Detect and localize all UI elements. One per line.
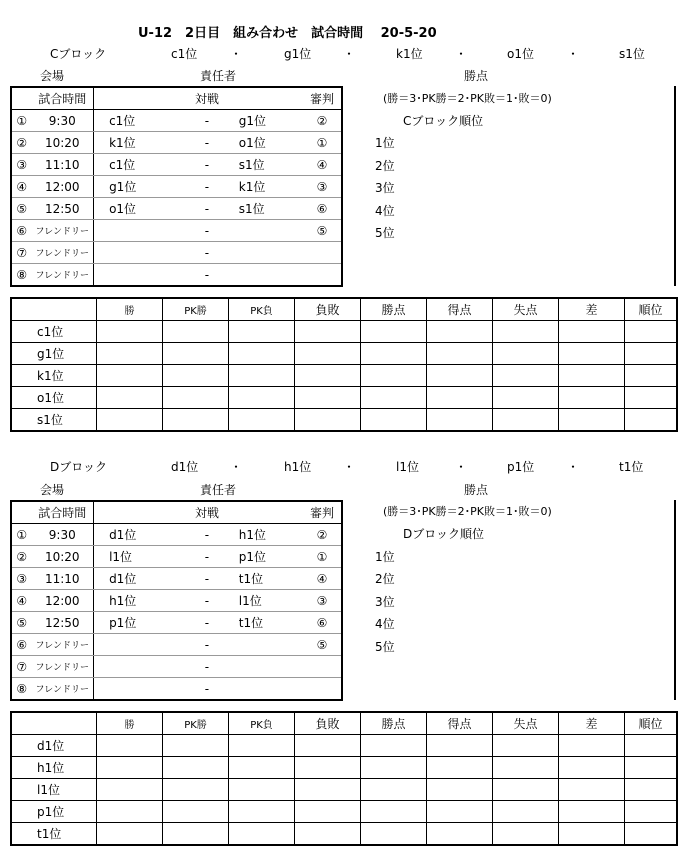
match-team2 <box>237 220 303 242</box>
match-team1: d1位 <box>94 524 178 546</box>
match-row <box>11 198 342 220</box>
block-name: Cブロック <box>50 47 107 61</box>
match-referee: ⑤ <box>303 220 342 242</box>
match-referee: ③ <box>303 590 342 612</box>
team-name: d1位 <box>11 735 97 757</box>
manager-label: 責任者 <box>200 69 237 83</box>
match-referee: ⑥ <box>303 612 342 634</box>
match-separator: - <box>204 267 210 282</box>
match-team1 <box>94 656 178 678</box>
match-separator: - <box>177 612 237 634</box>
match-team1 <box>94 264 178 287</box>
separator: ・ <box>567 47 580 61</box>
match-referee: ③ <box>303 176 342 198</box>
match-time: 12:50 <box>31 612 93 634</box>
col-header: 差 <box>559 298 625 321</box>
match-number: ⑦ <box>11 656 31 678</box>
match-row <box>11 242 342 264</box>
match-time: フレンドリー <box>31 678 93 701</box>
match-row <box>11 678 342 701</box>
match-separator: - <box>177 220 237 242</box>
match-team2: t1位 <box>237 612 303 634</box>
match-time: 10:20 <box>31 132 93 154</box>
match-row <box>11 524 342 546</box>
col-header: 順位 <box>625 712 678 735</box>
match-number: ⑤ <box>11 612 31 634</box>
block-name: Dブロック <box>50 460 108 474</box>
match-team1: h1位 <box>94 590 178 612</box>
points-rule: (勝＝3･PK勝＝2･PK敗＝1･敗＝0) <box>383 505 552 518</box>
match-separator: - <box>177 132 237 154</box>
team-name: p1位 <box>11 801 97 823</box>
table-row <box>11 735 677 757</box>
match-team2 <box>237 264 303 287</box>
match-separator: - <box>204 681 210 696</box>
match-team1: l1位 <box>94 546 178 568</box>
standings-table <box>10 711 678 846</box>
right-rule <box>674 500 676 700</box>
header-time: 試合時間 <box>31 87 93 110</box>
rank-label: 1位 <box>375 136 395 150</box>
match-team2: l1位 <box>237 590 303 612</box>
match-separator: - <box>177 656 237 678</box>
match-separator: - <box>177 546 237 568</box>
separator: ・ <box>343 47 356 61</box>
team-name: s1位 <box>11 409 97 432</box>
rank-label: 2位 <box>375 159 395 173</box>
match-time: 9:30 <box>31 110 93 132</box>
table-row <box>11 779 677 801</box>
match-number: ⑥ <box>11 220 31 242</box>
rank-label: 1位 <box>375 550 395 564</box>
match-number: ⑦ <box>11 242 31 264</box>
rank-label: 3位 <box>375 595 395 609</box>
col-header: 失点 <box>493 298 559 321</box>
match-separator: - <box>177 524 237 546</box>
rank-label: 5位 <box>375 640 395 654</box>
match-team1: c1位 <box>94 110 178 132</box>
col-header: 得点 <box>427 298 493 321</box>
match-separator: - <box>177 198 237 220</box>
match-time: フレンドリー <box>31 634 93 656</box>
match-separator: - <box>177 590 237 612</box>
header-time: 試合時間 <box>31 501 93 524</box>
match-time: 10:20 <box>31 546 93 568</box>
col-header: 順位 <box>625 298 678 321</box>
col-header: 勝 <box>97 298 163 321</box>
table-row <box>11 365 677 387</box>
team-name: h1位 <box>11 757 97 779</box>
match-team2: t1位 <box>237 568 303 590</box>
team-name: c1位 <box>11 321 97 343</box>
match-referee <box>303 656 342 678</box>
match-number: ⑥ <box>11 634 31 656</box>
right-rule <box>674 86 676 286</box>
match-number: ④ <box>11 176 31 198</box>
separator: ・ <box>567 460 580 474</box>
rank-label: 5位 <box>375 226 395 240</box>
team-label: l1位 <box>396 460 419 474</box>
table-row <box>11 801 677 823</box>
match-team2: s1位 <box>237 198 303 220</box>
team-name: t1位 <box>11 823 97 846</box>
match-team2 <box>237 656 303 678</box>
match-team2: s1位 <box>237 154 303 176</box>
manager-label: 責任者 <box>200 483 237 497</box>
match-referee <box>303 242 342 264</box>
match-team2: g1位 <box>237 110 303 132</box>
team-label: h1位 <box>284 460 312 474</box>
page-title: U-12 2日目 組み合わせ 試合時間 20-5-20 <box>138 26 437 41</box>
team-label: k1位 <box>396 47 423 61</box>
col-header: 得点 <box>427 712 493 735</box>
match-team2 <box>237 678 303 701</box>
match-row <box>11 568 342 590</box>
match-number: ③ <box>11 154 31 176</box>
team-name: k1位 <box>11 365 97 387</box>
match-time: 9:30 <box>31 524 93 546</box>
separator: ・ <box>230 460 243 474</box>
match-time: 11:10 <box>31 154 93 176</box>
match-team2: o1位 <box>237 132 303 154</box>
match-team1: c1位 <box>94 154 178 176</box>
match-row <box>11 634 342 656</box>
match-team1: o1位 <box>94 198 178 220</box>
match-row <box>11 110 342 132</box>
col-header: 差 <box>559 712 625 735</box>
col-header: PK負 <box>229 298 295 321</box>
match-team2: k1位 <box>237 176 303 198</box>
col-header: 負敗 <box>295 298 361 321</box>
points-label: 勝点 <box>464 483 489 497</box>
col-header: PK勝 <box>163 298 229 321</box>
match-referee <box>303 678 342 701</box>
match-number: ⑤ <box>11 198 31 220</box>
venue-label: 会場 <box>40 69 65 83</box>
match-row <box>11 176 342 198</box>
col-header: 勝 <box>97 712 163 735</box>
match-team1 <box>94 678 178 701</box>
team-label: d1位 <box>171 460 199 474</box>
table-row <box>11 387 677 409</box>
match-referee: ② <box>303 524 342 546</box>
match-referee: ④ <box>303 154 342 176</box>
match-team2 <box>237 634 303 656</box>
match-referee: ② <box>303 110 342 132</box>
match-number: ⑧ <box>16 267 28 282</box>
match-referee <box>303 264 342 287</box>
match-time: フレンドリー <box>31 264 93 287</box>
team-label: t1位 <box>619 460 644 474</box>
match-team1: d1位 <box>94 568 178 590</box>
match-row <box>11 132 342 154</box>
match-separator: - <box>177 634 237 656</box>
match-number: ① <box>11 524 31 546</box>
col-header: 負敗 <box>295 712 361 735</box>
col-header: PK勝 <box>163 712 229 735</box>
separator: ・ <box>343 460 356 474</box>
table-row <box>11 343 677 365</box>
match-row <box>11 590 342 612</box>
match-referee: ⑥ <box>303 198 342 220</box>
col-header: 失点 <box>493 712 559 735</box>
schedule-table <box>10 86 343 287</box>
col-header: PK負 <box>229 712 295 735</box>
team-name: l1位 <box>11 779 97 801</box>
match-separator: - <box>177 568 237 590</box>
header-ref: 審判 <box>303 501 342 524</box>
match-separator: - <box>177 110 237 132</box>
match-team1 <box>94 220 178 242</box>
rank-label: 2位 <box>375 572 395 586</box>
team-label: g1位 <box>284 47 312 61</box>
separator: ・ <box>230 47 243 61</box>
match-referee: ⑤ <box>303 634 342 656</box>
match-row <box>11 656 342 678</box>
header-match: 対戦 <box>177 501 237 524</box>
match-team1: p1位 <box>94 612 178 634</box>
team-label: o1位 <box>507 47 534 61</box>
separator: ・ <box>455 47 468 61</box>
separator: ・ <box>455 460 468 474</box>
table-row <box>11 409 677 432</box>
match-team2: h1位 <box>237 524 303 546</box>
match-separator: - <box>177 242 237 264</box>
match-number: ② <box>11 546 31 568</box>
match-team2: p1位 <box>237 546 303 568</box>
match-row <box>11 220 342 242</box>
match-team1 <box>94 242 178 264</box>
schedule-table <box>10 500 343 701</box>
venue-label: 会場 <box>40 483 65 497</box>
match-row <box>11 264 342 287</box>
match-number: ③ <box>11 568 31 590</box>
rank-label: 4位 <box>375 204 395 218</box>
match-time: フレンドリー <box>31 220 93 242</box>
team-label: c1位 <box>171 47 198 61</box>
match-team2 <box>237 242 303 264</box>
header-match: 対戦 <box>177 87 237 110</box>
match-row <box>11 546 342 568</box>
team-name: g1位 <box>11 343 97 365</box>
match-team1 <box>94 634 178 656</box>
match-team1: g1位 <box>94 176 178 198</box>
match-separator: - <box>177 154 237 176</box>
table-row <box>11 823 677 846</box>
rank-label: 3位 <box>375 181 395 195</box>
match-row <box>11 612 342 634</box>
match-time: 11:10 <box>31 568 93 590</box>
match-row <box>11 154 342 176</box>
match-time: フレンドリー <box>31 656 93 678</box>
match-time: フレンドリー <box>31 242 93 264</box>
match-time: 12:00 <box>31 590 93 612</box>
points-label: 勝点 <box>464 69 489 83</box>
header-ref: 審判 <box>303 87 342 110</box>
table-row <box>11 321 677 343</box>
table-row <box>11 757 677 779</box>
match-time: 12:50 <box>31 198 93 220</box>
match-referee: ① <box>303 132 342 154</box>
ranking-title: Cブロック順位 <box>403 114 484 128</box>
col-header: 勝点 <box>361 712 427 735</box>
points-rule: (勝＝3･PK勝＝2･PK敗＝1･敗＝0) <box>383 92 552 105</box>
match-time: 12:00 <box>31 176 93 198</box>
match-number: ② <box>11 132 31 154</box>
ranking-title: Dブロック順位 <box>403 527 485 541</box>
standings-table <box>10 297 678 432</box>
match-separator: - <box>177 176 237 198</box>
match-number: ① <box>11 110 31 132</box>
match-referee: ① <box>303 546 342 568</box>
team-label: p1位 <box>507 460 535 474</box>
team-label: s1位 <box>619 47 645 61</box>
rank-label: 4位 <box>375 617 395 631</box>
team-name: o1位 <box>11 387 97 409</box>
col-header: 勝点 <box>361 298 427 321</box>
match-team1: k1位 <box>94 132 178 154</box>
match-number: ④ <box>11 590 31 612</box>
match-referee: ④ <box>303 568 342 590</box>
match-number: ⑧ <box>16 681 28 696</box>
